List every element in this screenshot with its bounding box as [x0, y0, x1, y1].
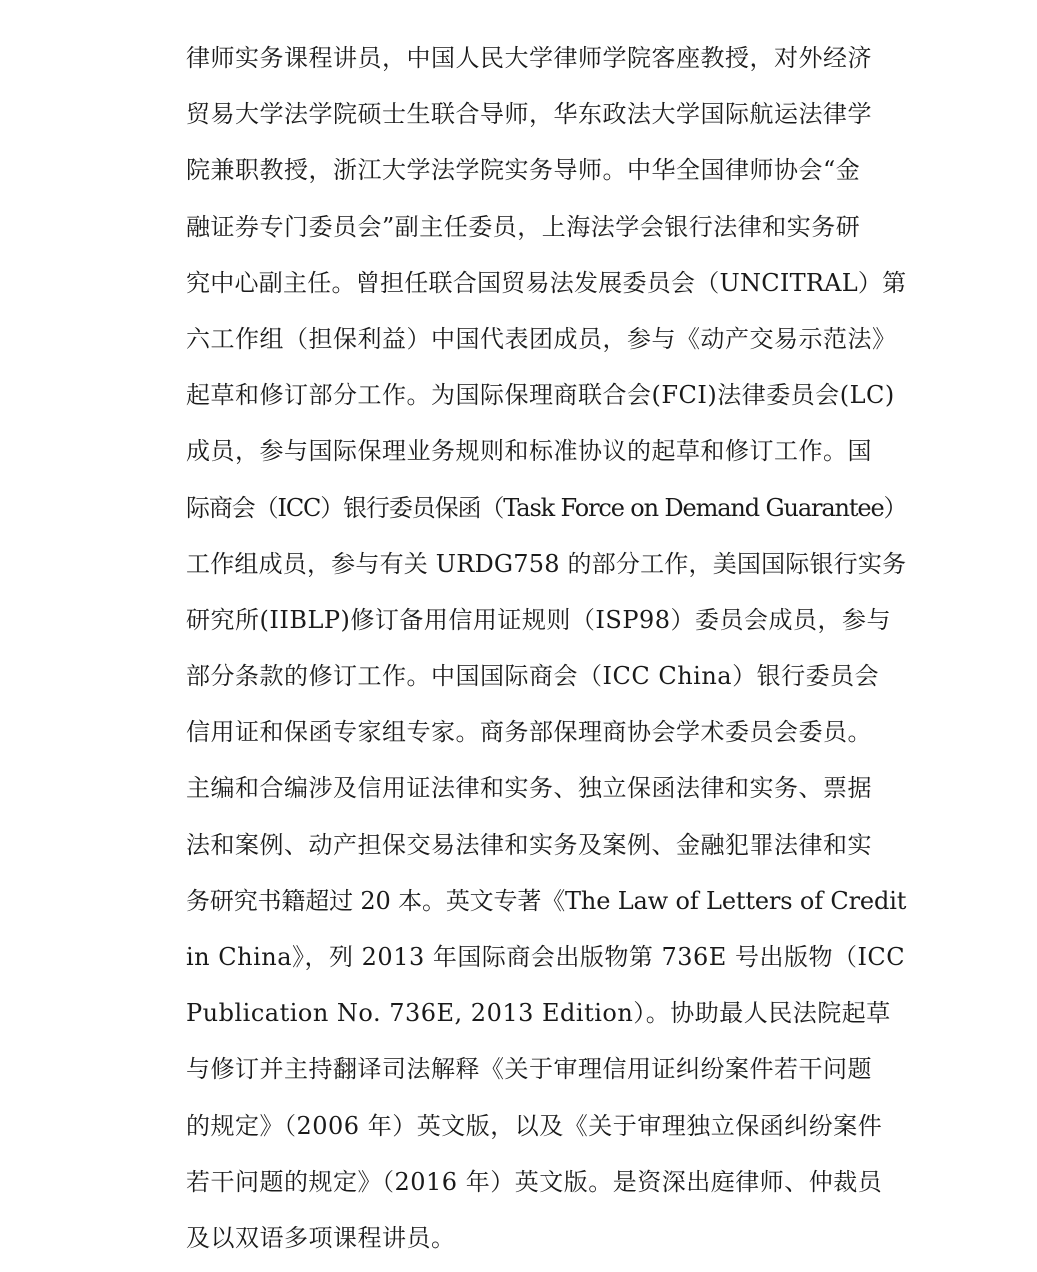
text-line: 部分条款的修订工作。中国国际商会（ICC China）银行委员会	[186, 662, 880, 691]
text-line: 的规定》（2006 年）英文版，以及《关于审理独立保函纠纷案件	[186, 1111, 883, 1140]
text-line: 起草和修订部分工作。为国际保理商联合会(FCI)法律委员会(LC)	[186, 381, 895, 410]
biography-paragraph	[186, 36, 906, 1272]
text-line: 工作组成员，参与有关 URDG758 的部分工作，美国国际银行实务	[186, 549, 907, 578]
text-line: 信用证和保函专家组专家。商务部保理商协会学术委员会委员。	[186, 718, 872, 747]
text-line: 贸易大学法学院硕士生联合导师，华东政法大学国际航运法律学	[186, 100, 872, 129]
text-line: 及以双语多项课程讲员。	[186, 1223, 456, 1252]
text-line: 务研究书籍超过 20 本。英文专著《The Law of Letters of Credit	[186, 886, 907, 915]
text-line: 研究所(IIBLP)修订备用信用证规则（ISP98）委员会成员，参与	[186, 605, 892, 634]
text-line: Publication No. 736E, 2013 Edition）。协助最人民法院起草	[186, 999, 891, 1028]
text-line: 六工作组（担保利益）中国代表团成员，参与《动产交易示范法》	[186, 324, 897, 353]
text-line: 律师实务课程讲员，中国人民大学律师学院客座教授，对外经济	[186, 44, 872, 72]
text-line: in China》，列 2013 年国际商会出版物第 736E 号出版物（ICC	[186, 943, 906, 971]
text-line: 融证券专门委员会”副主任委员，上海法学会银行法律和实务研	[186, 212, 861, 241]
text-line: 成员，参与国际保理业务规则和标准协议的起草和修订工作。国	[186, 437, 872, 466]
text-line: 院兼职教授，浙江大学法学院实务导师。中华全国律师协会“金	[186, 156, 861, 185]
text-line: 主编和合编涉及信用证法律和实务、独立保函法律和实务、票据	[186, 774, 872, 803]
text-line: 与修订并主持翻译司法解释《关于审理信用证纠纷案件若干问题	[186, 1055, 872, 1084]
text-line: 究中心副主任。曾担任联合国贸易法发展委员会（UNCITRAL）第	[186, 268, 907, 297]
text-line: 法和案例、动产担保交易法律和实务及案例、金融犯罪法律和实	[186, 830, 872, 859]
text-line: 际商会（ICC）银行委员保函（Task Force on Demand Guarantee）	[186, 493, 907, 522]
text-line: 若干问题的规定》（2016 年）英文版。是资深出庭律师、仲裁员	[186, 1167, 883, 1196]
